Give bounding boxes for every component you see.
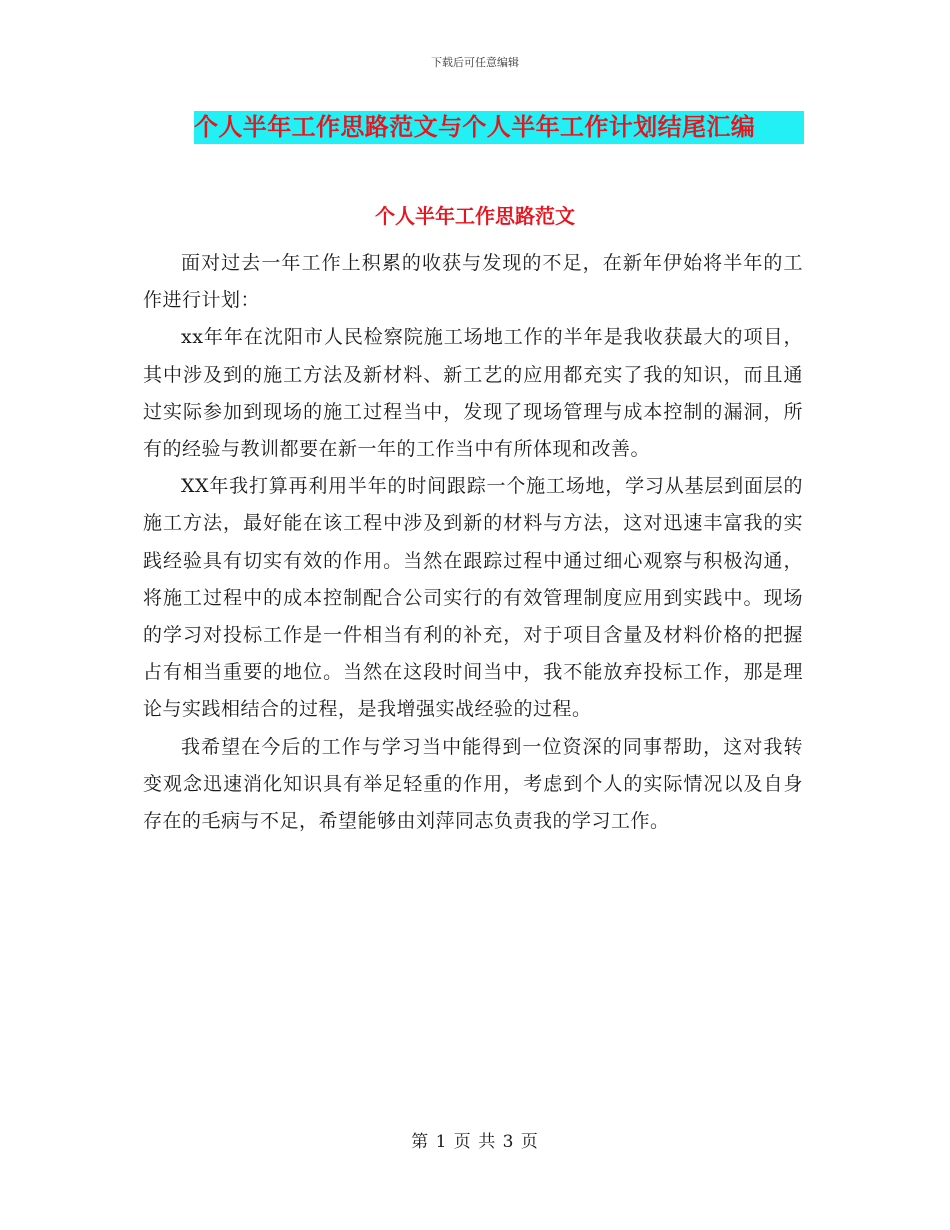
page-header-note: 下载后可任意编辑 bbox=[431, 56, 519, 69]
body-paragraph: 我希望在今后的工作与学习当中能得到一位资深的同事帮助，这对我转变观念迅速消化知识具有举足轻重的作用，考虑到个人的实际情况以及自身存在的毛病与不足，希望能够由刘萍同志负责我的学习工作。 bbox=[143, 735, 803, 833]
section-title: 个人半年工作思路范文 bbox=[375, 204, 575, 228]
document-title-highlight bbox=[194, 111, 804, 144]
page-number-footer: 第 1 页 共 3 页 bbox=[411, 1132, 539, 1152]
document-body bbox=[143, 245, 803, 840]
body-paragraph: XX年我打算再利用半年的时间跟踪一个施工场地，学习从基层到面层的施工方法，最好能在该工程中涉及到新的材料与方法，这对迅速丰富我的实践经验具有切实有效的作用。当然在跟踪过程中通过细心观察与积极沟通，将施工过程中的成本控制配合公司实行的有效管理制度应用到实践中。现场的学习对投标工作是一件相当有利的补充，对于项目含量及材料价格的把握占有相当重要的地位。当然在这段时间当中，我不能放弃投标工作，那是理论与实践相结合的过程，是我增强实战经验的过程。 bbox=[143, 475, 803, 721]
body-paragraph: xx年年在沈阳市人民检察院施工场地工作的半年是我收获最大的项目，其中涉及到的施工方法及新材料、新工艺的应用都充实了我的知识，而且通过实际参加到现场的施工过程当中，发现了现场管理与成本控制的漏洞，所有的经验与教训都要在新一年的工作当中有所体现和改善。 bbox=[143, 326, 803, 461]
body-paragraph: 面对过去一年工作上积累的收获与发现的不足，在新年伊始将半年的工作进行计划： bbox=[143, 252, 803, 312]
document-title: 个人半年工作思路范文与个人半年工作计划结尾汇编 bbox=[194, 113, 756, 141]
